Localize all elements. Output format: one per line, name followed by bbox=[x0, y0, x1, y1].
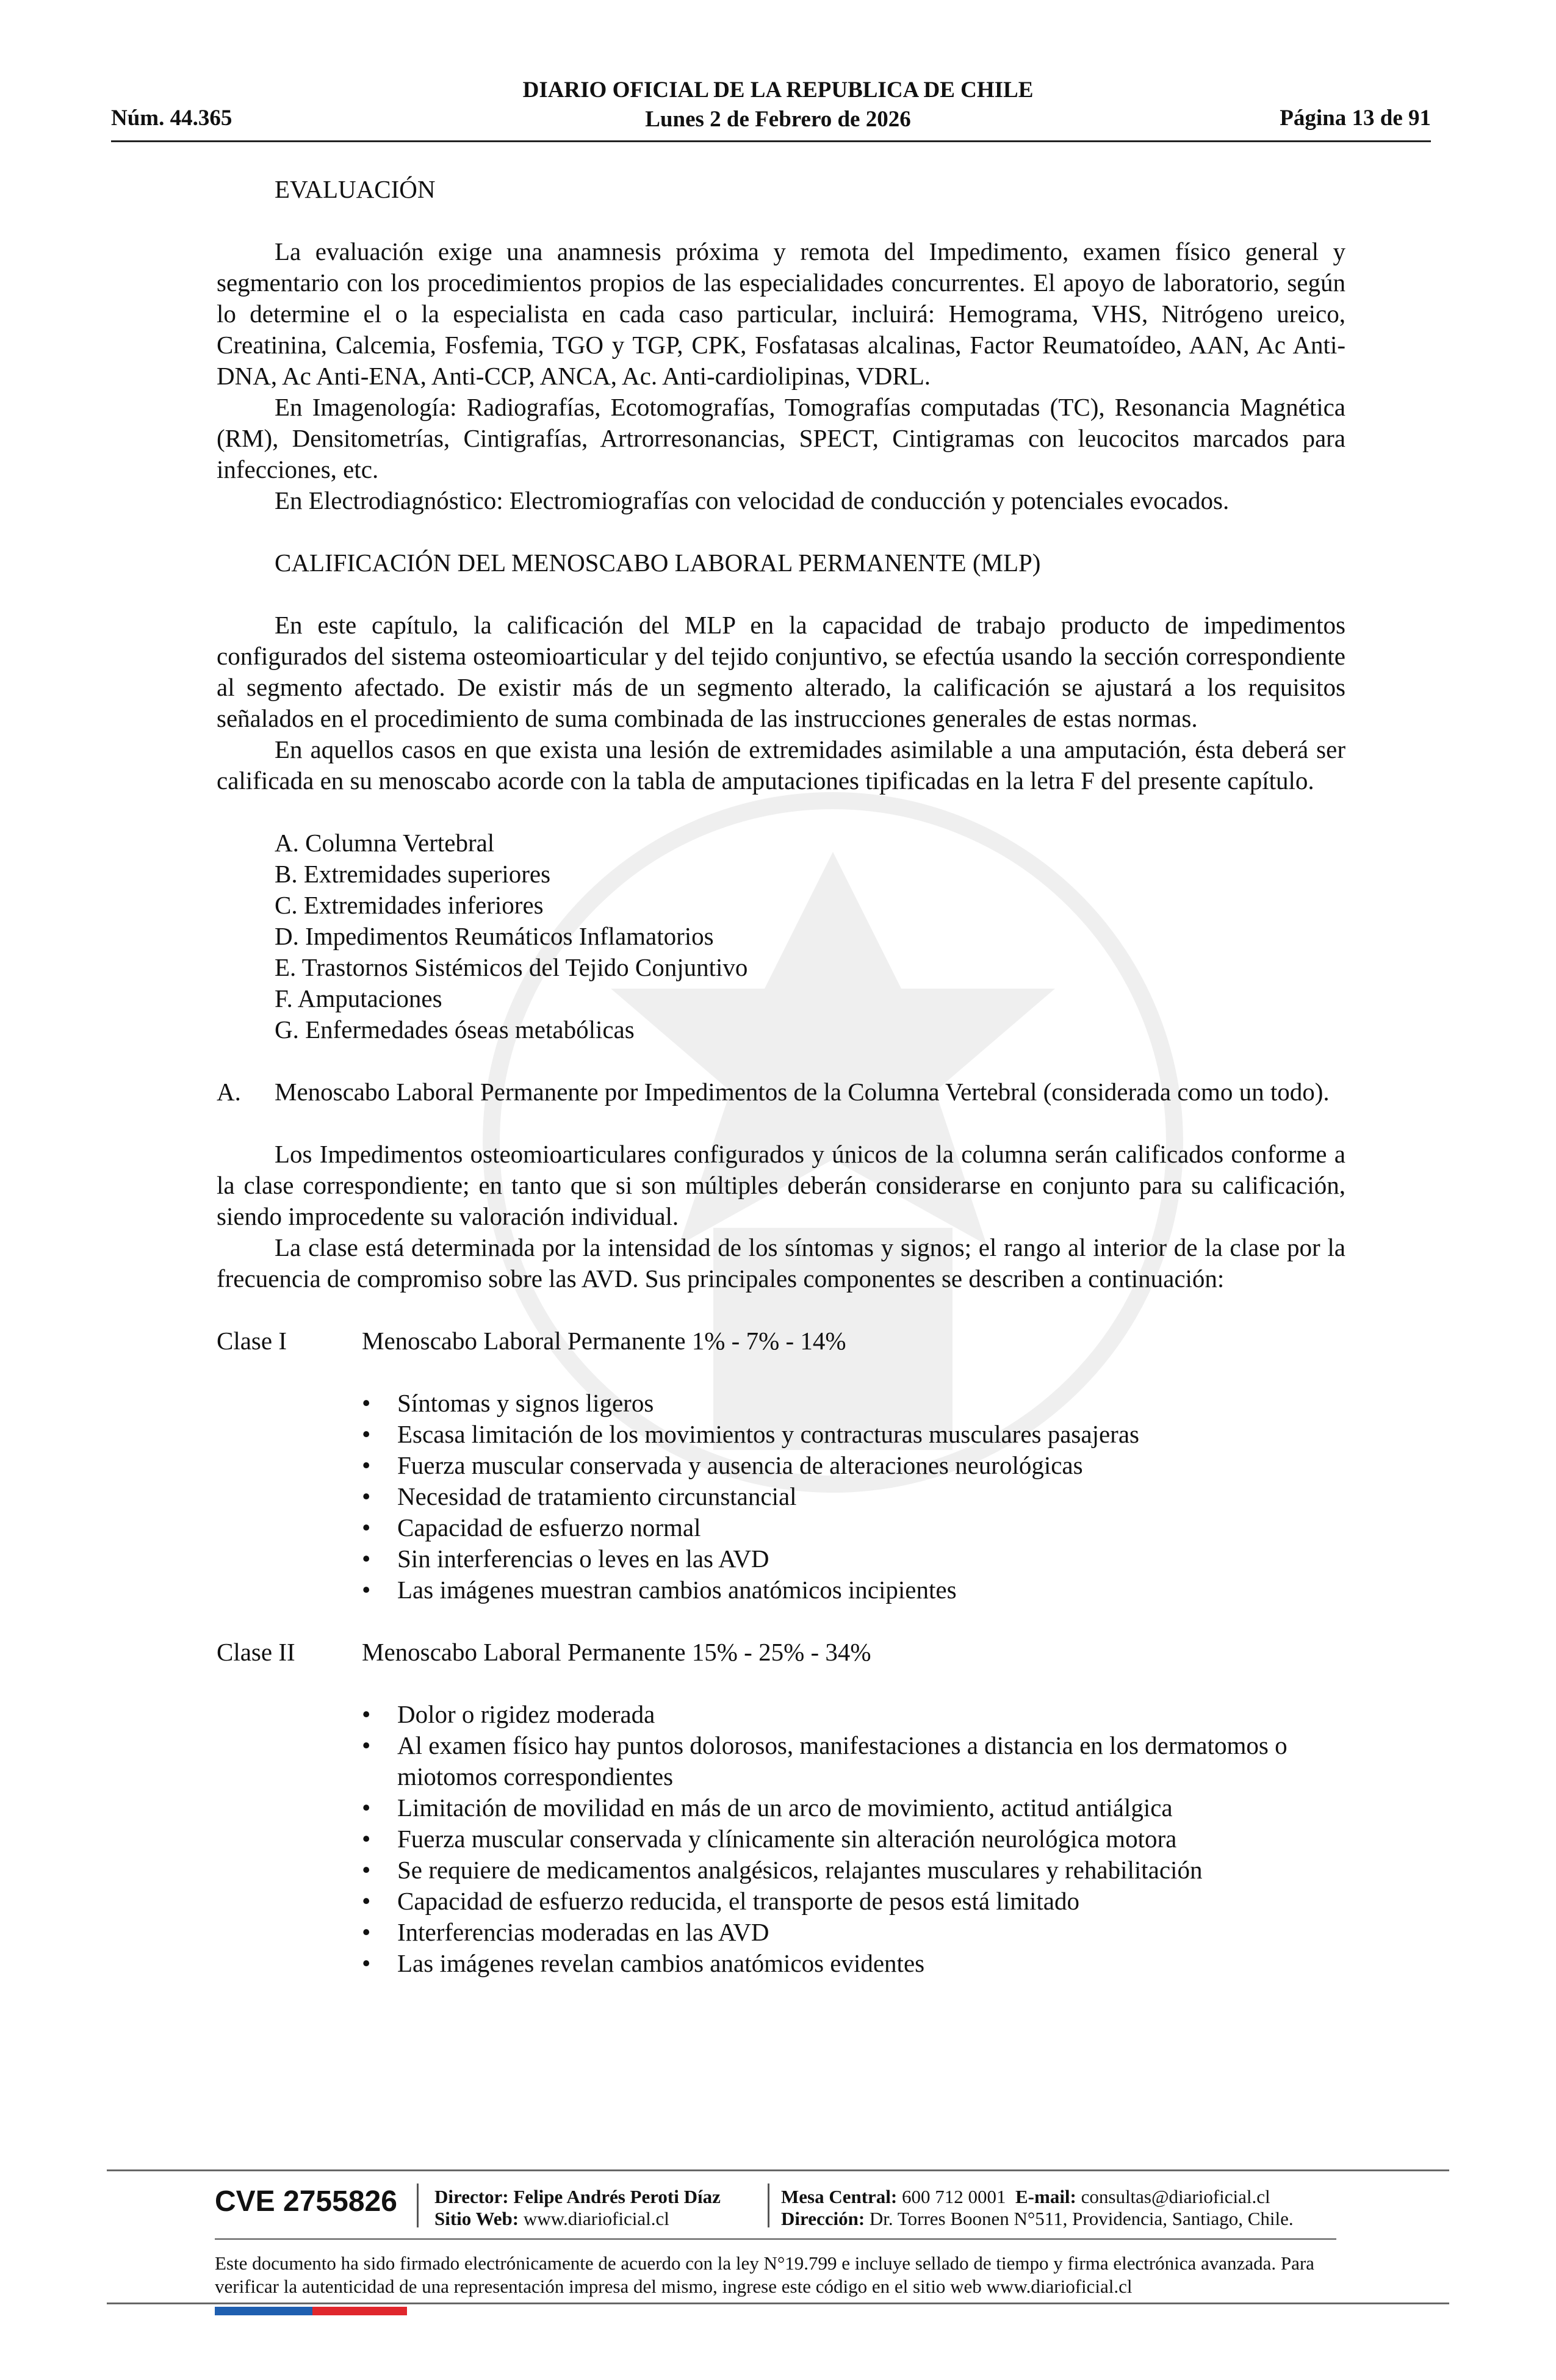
list-item: • Capacidad de esfuerzo reducida, el transporte de pesos está limitado bbox=[362, 1887, 1079, 1915]
paragraph: Los Impedimentos osteomioarticulares configurados y únicos de la columna serán calificados conforme a la clase correspondiente; en tanto que si son múltiples deberán considerarse en conjunto para su calificación, siendo improcedente su valoración individual. bbox=[217, 1140, 1345, 1230]
paragraph: La evaluación exige una anamnesis próxima y remota del Impedimento, examen físico general y segmentario con los procedimientos propios de las especialidades concurrentes. El apoyo de laboratorio, según lo determine el o la especialista en cada caso particular, incluirá: Hemograma, VHS, Nitrógeno ureico, Creatinina, Calcemia, Fosfemia, TGO y TGP, CPK, Fosfatasas alcalinas, Factor Reumatoídeo, AAN, Ac Anti-DNA, Ac Anti-ENA, Anti-CCP, ANCA, Ac. Anti-cardiolipinas, VDRL. bbox=[217, 237, 1345, 390]
director-label: Director: bbox=[434, 2186, 509, 2207]
paragraph: En aquellos casos en que exista una lesión de extremidades asimilable a una amputación, ésta deberá ser calificada en su menoscabo acorde con la tabla de amputaciones tipificadas en la letra F del presente capítulo. bbox=[217, 735, 1345, 795]
list-item: • Síntomas y signos ligeros bbox=[362, 1389, 654, 1417]
list-item: C. Extremidades inferiores bbox=[275, 891, 544, 919]
section-a-label: A. bbox=[217, 1078, 241, 1106]
director-name: Felipe Andrés Peroti Díaz bbox=[513, 2186, 721, 2207]
list-item: • Fuerza muscular conservada y clínicamente sin alteración neurológica motora bbox=[362, 1825, 1177, 1853]
web-link[interactable]: www.diarioficial.cl bbox=[523, 2208, 669, 2229]
list-item: A. Columna Vertebral bbox=[275, 829, 495, 857]
list-item: • Dolor o rigidez moderada bbox=[362, 1700, 655, 1728]
document-body bbox=[217, 174, 1345, 1979]
list-item: B. Extremidades superiores bbox=[275, 860, 551, 888]
list-item: D. Impedimentos Reumáticos Inflamatorios bbox=[275, 922, 714, 950]
address: Dr. Torres Boonen N°511, Providencia, Santiago, Chile. bbox=[869, 2208, 1294, 2229]
flag-stripe-red bbox=[312, 2307, 407, 2315]
footer-separator bbox=[417, 2183, 419, 2227]
paragraph: En Electrodiagnóstico: Electromiografías con velocidad de conducción y potenciales evocados. bbox=[275, 486, 1230, 514]
list-item: • Escasa limitación de los movimientos y contracturas musculares pasajeras bbox=[362, 1420, 1139, 1448]
list-item: • Limitación de movilidad en más de un arco de movimiento, actitud antiálgica bbox=[362, 1794, 1173, 1822]
clase-title: Menoscabo Laboral Permanente 1% - 7% - 14% bbox=[362, 1327, 846, 1355]
paragraph: En este capítulo, la calificación del MLP en la capacidad de trabajo producto de impedimentos configurados del sistema osteomioarticular y del tejido conjuntivo, se efectúa usando la sección correspondiente al segmento afectado. De existir más de un segmento alterado, la calificación se ajustará a los requisitos señalados en el procedimiento de suma combinada de las instrucciones generales de estas normas. bbox=[217, 611, 1345, 732]
list-item: • Fuerza muscular conservada y ausencia de alteraciones neurológicas bbox=[362, 1451, 1083, 1479]
clase-i-bullets bbox=[362, 1388, 1345, 1606]
email-link[interactable]: consultas@diarioficial.cl bbox=[1081, 2186, 1270, 2207]
signature-note: Este documento ha sido firmado electrónicamente de acuerdo con la ley N°19.799 e incluye sellado de tiempo y firma electrónica avanzada. Para verificar la autenticidad de una representación impresa del mismo, ingrese este código en el sitio web www.diarioficial.cl bbox=[215, 2252, 1314, 2297]
clase-title: Menoscabo Laboral Permanente 15% - 25% - 34% bbox=[362, 1638, 871, 1666]
mesa-phone: 600 712 0001 bbox=[902, 2186, 1006, 2207]
issue-date: Lunes 2 de Febrero de 2026 bbox=[645, 107, 911, 132]
cve-code: CVE 2755826 bbox=[215, 2185, 397, 2218]
email-label: E-mail: bbox=[1015, 2186, 1076, 2207]
list-item: E. Trastornos Sistémicos del Tejido Conjuntivo bbox=[275, 953, 748, 981]
list-item: • Al examen físico hay puntos dolorosos, manifestaciones a distancia en los dermatomos o miotomos correspondientes bbox=[362, 1731, 1288, 1790]
header-divider bbox=[111, 140, 1431, 142]
footer-divider bbox=[215, 2238, 1336, 2240]
list-item: G. Enfermedades óseas metabólicas bbox=[275, 1015, 635, 1044]
address-label: Dirección: bbox=[781, 2208, 865, 2229]
section-a-heading bbox=[217, 1076, 1345, 1108]
web-label: Sitio Web: bbox=[434, 2208, 519, 2229]
clase-ii-heading bbox=[217, 1637, 1345, 1668]
list-item: • Interferencias moderadas en las AVD bbox=[362, 1918, 769, 1946]
footer-divider bbox=[107, 2169, 1449, 2171]
issue-number: Núm. 44.365 bbox=[111, 106, 232, 131]
list-item: • Sin interferencias o leves en las AVD bbox=[362, 1545, 769, 1573]
clase-ii-bullets bbox=[362, 1699, 1345, 1979]
footer-divider bbox=[107, 2302, 1449, 2304]
clase-label: Clase I bbox=[217, 1327, 287, 1355]
list-item: • Las imágenes revelan cambios anatómicos evidentes bbox=[362, 1949, 925, 1977]
calificacion-heading: CALIFICACIÓN DEL MENOSCABO LABORAL PERMANENTE (MLP) bbox=[275, 549, 1041, 577]
footer-director-block bbox=[434, 2186, 721, 2230]
section-a-title: Menoscabo Laboral Permanente por Impedimentos de la Columna Vertebral (considerada como un todo). bbox=[275, 1078, 1330, 1106]
list-item: F. Amputaciones bbox=[275, 984, 442, 1012]
clase-label: Clase II bbox=[217, 1638, 295, 1666]
section-list bbox=[275, 828, 1345, 1045]
newspaper-title: DIARIO OFICIAL DE LA REPUBLICA DE CHILE bbox=[522, 78, 1034, 103]
mesa-label: Mesa Central: bbox=[781, 2186, 898, 2207]
list-item: • Capacidad de esfuerzo normal bbox=[362, 1513, 701, 1542]
evaluacion-heading: EVALUACIÓN bbox=[275, 175, 436, 203]
list-item: • Se requiere de medicamentos analgésicos, relajantes musculares y rehabilitación bbox=[362, 1856, 1203, 1884]
list-item: • Necesidad de tratamiento circunstancial bbox=[362, 1482, 797, 1510]
list-item: • Las imágenes muestran cambios anatómicos incipientes bbox=[362, 1576, 957, 1604]
paragraph: En Imagenología: Radiografías, Ecotomografías, Tomografías computadas (TC), Resonancia Magnética (RM), Densitometrías, Cintigrafías, Artrorresonancias, SPECT, Cintigramas con leucocitos marcados para infecciones, etc. bbox=[217, 393, 1345, 483]
page-indicator: Página 13 de 91 bbox=[1280, 106, 1431, 131]
paragraph: La clase está determinada por la intensidad de los síntomas y signos; el rango al interior de la clase por la frecuencia de compromiso sobre las AVD. Sus principales componentes se describen a continuación: bbox=[217, 1233, 1345, 1293]
footer-contact-block bbox=[781, 2186, 1294, 2230]
clase-i-heading bbox=[217, 1325, 1345, 1357]
flag-stripe-blue bbox=[215, 2307, 312, 2315]
footer-separator bbox=[768, 2183, 769, 2227]
